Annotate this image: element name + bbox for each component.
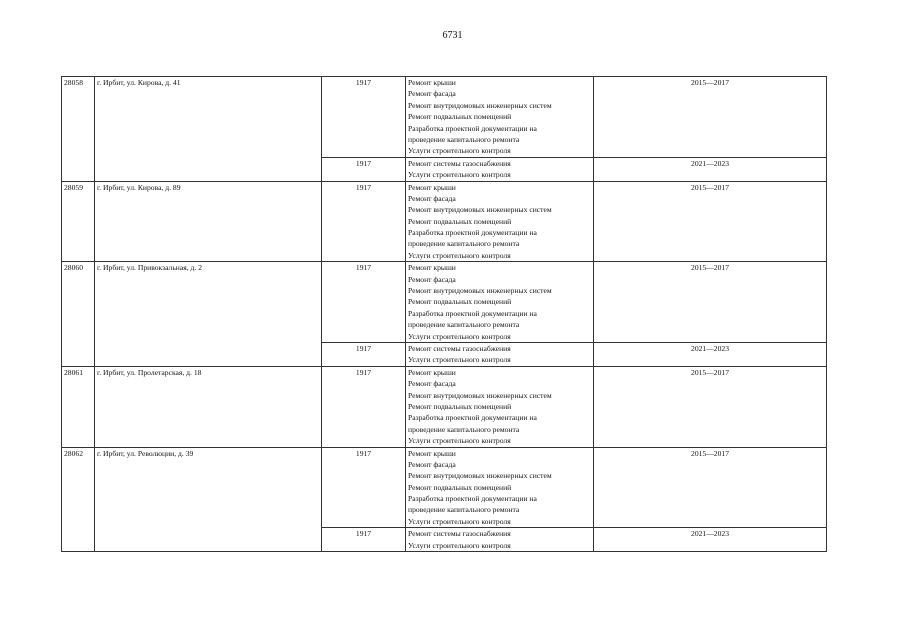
repair-schedule-table (61, 76, 827, 552)
build-year-cell: 1917 (322, 262, 406, 343)
work-item: Ремонт подвальных помещений (408, 482, 512, 492)
house-number-cell: 28058 (62, 77, 95, 182)
work-item: Разработка проектной документации на (408, 123, 537, 133)
work-item: Услуги строительного контроля (408, 540, 511, 550)
work-item: Услуги строительного контроля (408, 170, 511, 180)
build-year-cell: 1917 (322, 342, 406, 366)
works-list-cell (406, 366, 594, 447)
works-list-cell (406, 262, 594, 343)
address-cell: г. Ирбит, ул. Кирова, д. 41 (95, 77, 322, 182)
work-item: Ремонт фасада (408, 379, 456, 389)
work-item: Услуги строительного контроля (408, 331, 511, 341)
work-item: Ремонт подвальных помещений (408, 112, 512, 122)
house-number-cell: 28061 (62, 366, 95, 447)
work-item: Разработка проектной документации на (408, 308, 537, 318)
work-item: Ремонт фасада (408, 193, 456, 203)
work-item: Ремонт системы газоснабжения (408, 529, 511, 539)
repair-period-cell: 2015—2017 (594, 77, 827, 158)
work-item: проведение капитального ремонта (408, 239, 520, 249)
address-cell: г. Ирбит, ул. Пролетарская, д. 18 (95, 366, 322, 447)
works-list-cell (406, 181, 594, 262)
work-item: проведение капитального ремонта (408, 320, 520, 330)
work-item: Ремонт внутридомовых инженерных систем (408, 390, 552, 400)
work-item: Ремонт внутридомовых инженерных систем (408, 100, 552, 110)
repair-period-cell: 2021—2023 (594, 342, 827, 366)
repair-period-cell: 2021—2023 (594, 528, 827, 552)
build-year-cell: 1917 (322, 366, 406, 447)
address-cell: г. Ирбит, ул. Революции, д. 39 (95, 447, 322, 552)
work-item: Ремонт фасада (408, 89, 456, 99)
works-list-cell (406, 342, 594, 366)
work-item: Ремонт крыши (408, 182, 456, 192)
works-list-cell (406, 157, 594, 181)
work-item: Разработка проектной документации на (408, 228, 537, 238)
work-item: Услуги строительного контроля (408, 516, 511, 526)
work-item: Ремонт системы газоснабжения (408, 343, 511, 353)
work-item: Ремонт подвальных помещений (408, 401, 512, 411)
works-list-cell (406, 77, 594, 158)
work-item: Разработка проектной документации на (408, 413, 537, 423)
repair-period-cell: 2021—2023 (594, 157, 827, 181)
build-year-cell: 1917 (322, 77, 406, 158)
work-item: Услуги строительного контроля (408, 436, 511, 446)
table-row (62, 77, 827, 158)
address-cell: г. Ирбит, ул. Кирова, д. 89 (95, 181, 322, 262)
build-year-cell: 1917 (322, 181, 406, 262)
work-item: Ремонт подвальных помещений (408, 216, 512, 226)
work-item: Ремонт фасада (408, 274, 456, 284)
house-number-cell: 28059 (62, 181, 95, 262)
work-item: Услуги строительного контроля (408, 355, 511, 365)
house-number-cell: 28060 (62, 262, 95, 367)
repair-period-cell: 2015—2017 (594, 366, 827, 447)
work-item: Ремонт крыши (408, 263, 456, 273)
work-item: проведение капитального ремонта (408, 505, 520, 515)
work-item: Ремонт фасада (408, 459, 456, 469)
work-item: Ремонт подвальных помещений (408, 297, 512, 307)
table-row (62, 366, 827, 447)
work-item: Ремонт крыши (408, 78, 456, 87)
work-item: проведение капитального ремонта (408, 134, 520, 144)
work-item: Ремонт крыши (408, 448, 456, 458)
repair-period-cell: 2015—2017 (594, 447, 827, 528)
repair-period-cell: 2015—2017 (594, 262, 827, 343)
work-item: Услуги строительного контроля (408, 146, 511, 156)
house-number-cell: 28062 (62, 447, 95, 552)
build-year-cell: 1917 (322, 528, 406, 552)
work-item: Ремонт внутридомовых инженерных систем (408, 471, 552, 481)
works-list-cell (406, 447, 594, 528)
page-number: 6731 (442, 30, 463, 41)
table-body (62, 77, 827, 552)
work-item: Услуги строительного контроля (408, 250, 511, 260)
work-item: Ремонт внутридомовых инженерных систем (408, 205, 552, 215)
work-item: Ремонт крыши (408, 367, 456, 377)
build-year-cell: 1917 (322, 447, 406, 528)
table-row (62, 447, 827, 528)
work-item: Ремонт внутридомовых инженерных систем (408, 286, 552, 296)
build-year-cell: 1917 (322, 157, 406, 181)
repair-period-cell: 2015—2017 (594, 181, 827, 262)
work-item: Ремонт системы газоснабжения (408, 158, 511, 168)
address-cell: г. Ирбит, ул. Привокзальная, д. 2 (95, 262, 322, 367)
table-row (62, 181, 827, 262)
work-item: проведение капитального ремонта (408, 424, 520, 434)
works-list-cell (406, 528, 594, 552)
table-row (62, 262, 827, 343)
work-item: Разработка проектной документации на (408, 494, 537, 504)
